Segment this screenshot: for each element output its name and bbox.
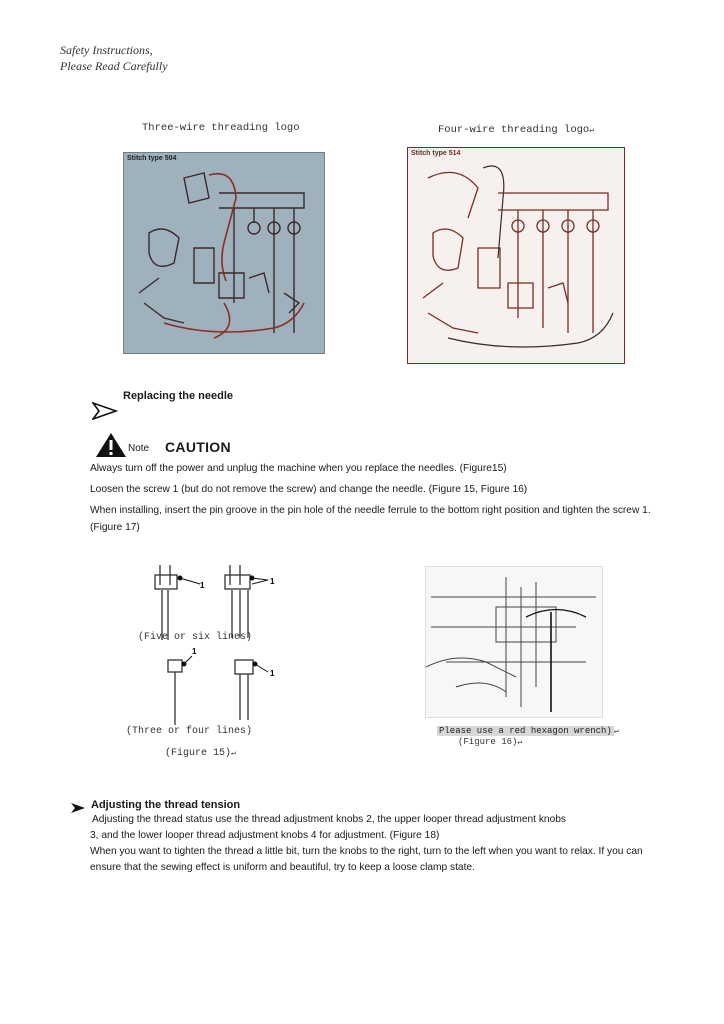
figure-16-wrench-photo [425, 566, 603, 718]
return-mark: ↵ [613, 727, 619, 736]
warning-triangle-icon [95, 432, 127, 458]
thread-tension-title: Adjusting the thread tension [91, 799, 241, 811]
header-line-1: Safety Instructions, [60, 43, 153, 57]
four-wire-caption [438, 124, 594, 136]
return-mark: ↵ [517, 738, 523, 747]
stitch-type-label: Stitch type 514 [411, 150, 461, 157]
figure-15-caption [165, 748, 236, 759]
arrowhead-bullet-icon [70, 802, 86, 814]
three-four-lines-caption: (Three or four lines) [126, 726, 253, 737]
return-mark: ↵ [231, 749, 236, 758]
arrowhead-bullet-icon [92, 402, 118, 420]
return-mark: ↵ [589, 126, 595, 135]
callout-number: 1 [200, 581, 205, 590]
tension-para-2: When you want to tighten the thread a little bit, turn the knobs to the right, turn to the left when you want to relax. If you can ensure that the sewing effect is uniform and beautiful, try to keep a loose clamp state. [90, 846, 643, 873]
tension-para-1-line-1: Adjusting the thread status use the thread adjustment knobs 2, the upper looper thread adjustment knobs [92, 814, 567, 825]
five-six-lines-caption: (Five or six lines) [138, 632, 253, 643]
callout-number: 1 [192, 647, 197, 656]
three-wire-threading-diagram [123, 152, 325, 354]
wrench-caption [437, 720, 619, 738]
four-wire-caption-text: Four-wire threading logo [438, 124, 590, 136]
needle-instructions [90, 460, 660, 536]
stitch-type-label: Stitch type 504 [127, 155, 177, 162]
header-line-2: Please Read Carefully [60, 59, 168, 73]
needle-para-2: Loosen the screw 1 (but do not remove the screw) and change the needle. (Figure 15, Figure 16) [90, 484, 528, 495]
four-wire-threading-diagram [407, 147, 625, 364]
tension-para-1-line-2: 3, and the lower looper thread adjustment knobs 4 for adjustment. (Figure 18) [90, 830, 440, 841]
figure-15-needle-illustration [140, 560, 290, 740]
note-label: Note [128, 443, 150, 454]
header-title [60, 42, 168, 74]
callout-number: 1 [270, 577, 275, 586]
four-wire-threading-illustration [408, 148, 624, 363]
tension-instructions [90, 812, 660, 876]
callout-number: 1 [270, 669, 275, 678]
figure-16-caption [458, 737, 522, 747]
three-wire-caption: Three-wire threading logo [142, 122, 300, 134]
replacing-needle-title: Replacing the needle [123, 390, 234, 402]
needle-para-3: When installing, insert the pin groove in the pin hole of the needle ferrule to the bottom right position and tighten the screw 1.(Figure 17) [90, 505, 651, 533]
figure-15-text: (Figure 15) [165, 748, 232, 759]
needle-para-1: Always turn off the power and unplug the machine when you replace the needles. (Figure15) [90, 463, 507, 474]
figure-16-text: (Figure 16) [458, 737, 518, 747]
caution-label: CAUTION [165, 439, 231, 455]
wrench-caption-text: Please use a red hexagon wrench) [439, 726, 612, 736]
three-wire-threading-illustration [124, 153, 324, 353]
